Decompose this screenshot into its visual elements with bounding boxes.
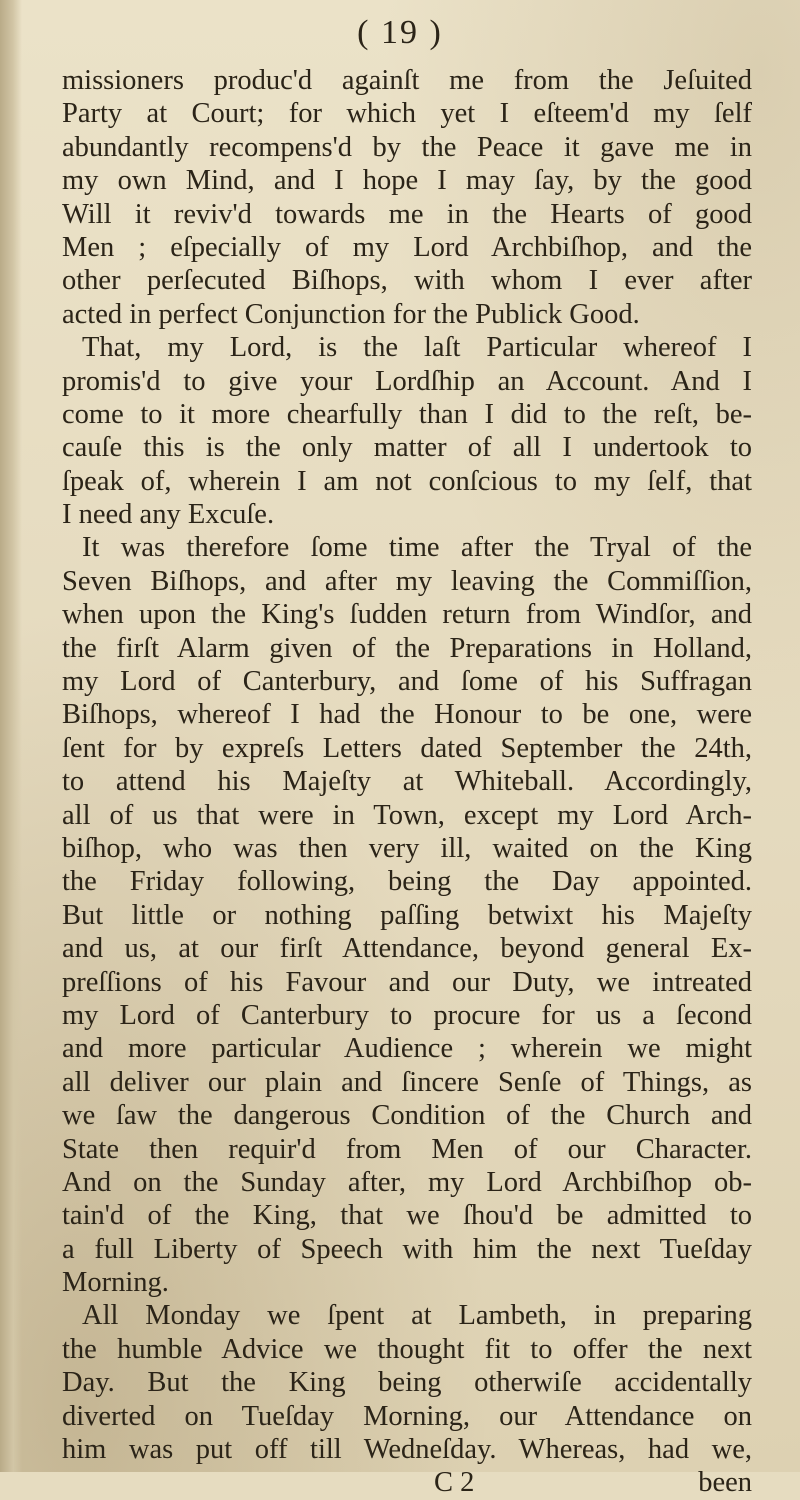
text-line: we ſaw the dangerous Condition of the Church and: [62, 1100, 752, 1132]
text-line: State then requir'd from Men of our Character.: [62, 1133, 752, 1165]
page-number: ( 19 ): [357, 14, 443, 51]
text-line: And on the Sunday after, my Lord Archbiſhop ob-: [62, 1166, 752, 1198]
text-line: when upon the King's ſudden return from Windſor, and: [62, 599, 752, 631]
text-line: a full Liberty of Speech with him the next Tueſday: [62, 1233, 752, 1265]
text-line: But little or nothing paſſing betwixt his Majeſty: [62, 899, 752, 931]
text-line: ſent for by expreſs Letters dated September the 24th,: [62, 732, 752, 764]
body-text: [62, 64, 752, 1500]
text-line: to attend his Majeſty at Whiteball. Accordingly,: [62, 766, 752, 798]
text-line: Men ; eſpecially of my Lord Archbiſhop, and the: [62, 231, 752, 263]
signature-mark: C 2: [434, 1467, 475, 1499]
text-line: tain'd of the King, that we ſhou'd be admitted to: [62, 1200, 752, 1232]
page-edge-shadow: [0, 0, 22, 1472]
text-line: All Monday we ſpent at Lambeth, in preparing: [82, 1300, 752, 1332]
text-line: the firſt Alarm given of the Preparations in Holland,: [62, 632, 752, 664]
text-line: my Lord of Canterbury, and ſome of his Suffragan: [62, 666, 752, 698]
text-line: come to it more chearfully than I did to the reſt, be-: [62, 398, 752, 430]
text-line: Biſhops, whereof I had the Honour to be one, were: [62, 699, 752, 731]
text-line: Day. But the King being otherwiſe accidentally: [62, 1367, 752, 1399]
text-line: the humble Advice we thought fit to offer the next: [62, 1333, 752, 1365]
text-line: That, my Lord, is the laſt Particular whereof I: [82, 332, 752, 364]
text-line: my own Mind, and I hope I may ſay, by the good: [62, 165, 752, 197]
text-line: biſhop, who was then very ill, waited on the King: [62, 832, 752, 864]
text-line: him was put off till Wedneſday. Whereas, had we,: [62, 1434, 752, 1466]
text-line: Party at Court; for which yet I eſteem'd my ſelf: [62, 98, 752, 130]
text-line: cauſe this is the only matter of all I undertook to: [62, 432, 752, 464]
text-line: all deliver our plain and ſincere Senſe of Things, as: [62, 1066, 752, 1098]
text-line: other perſecuted Biſhops, with whom I ever after: [62, 265, 752, 297]
text-line: my Lord of Canterbury to procure for us a ſecond: [62, 999, 752, 1031]
catchword: been: [698, 1467, 752, 1499]
text-line: the Friday following, being the Day appointed.: [62, 866, 752, 898]
text-line: preſſions of his Favour and our Duty, we intreated: [62, 966, 752, 998]
text-line: diverted on Tueſday Morning, our Attendance on: [62, 1400, 752, 1432]
text-line: and us, at our firſt Attendance, beyond general Ex-: [62, 933, 752, 965]
text-line: and more particular Audience ; wherein we might: [62, 1033, 752, 1065]
text-line: Will it reviv'd towards me in the Hearts of good: [62, 198, 752, 230]
page-footer: [62, 1466, 752, 1499]
text-line: all of us that were in Town, except my Lord Arch-: [62, 799, 752, 831]
text-line: It was therefore ſome time after the Tryal of the: [82, 532, 752, 564]
text-line: acted in perfect Conjunction for the Publick Good.: [62, 298, 640, 330]
text-line: missioners produc'd againſt me from the Jeſuited: [62, 65, 752, 96]
text-line: Morning.: [62, 1267, 169, 1299]
text-line: promis'd to give your Lordſhip an Account. And I: [62, 365, 752, 397]
text-line: Seven Biſhops, and after my leaving the Commiſſion,: [62, 565, 752, 597]
text-line: ſpeak of, wherein I am not conſcious to my ſelf, that: [62, 465, 752, 497]
text-line: I need any Excuſe.: [62, 499, 275, 531]
text-line: abundantly recompens'd by the Peace it gave me in: [62, 131, 752, 163]
